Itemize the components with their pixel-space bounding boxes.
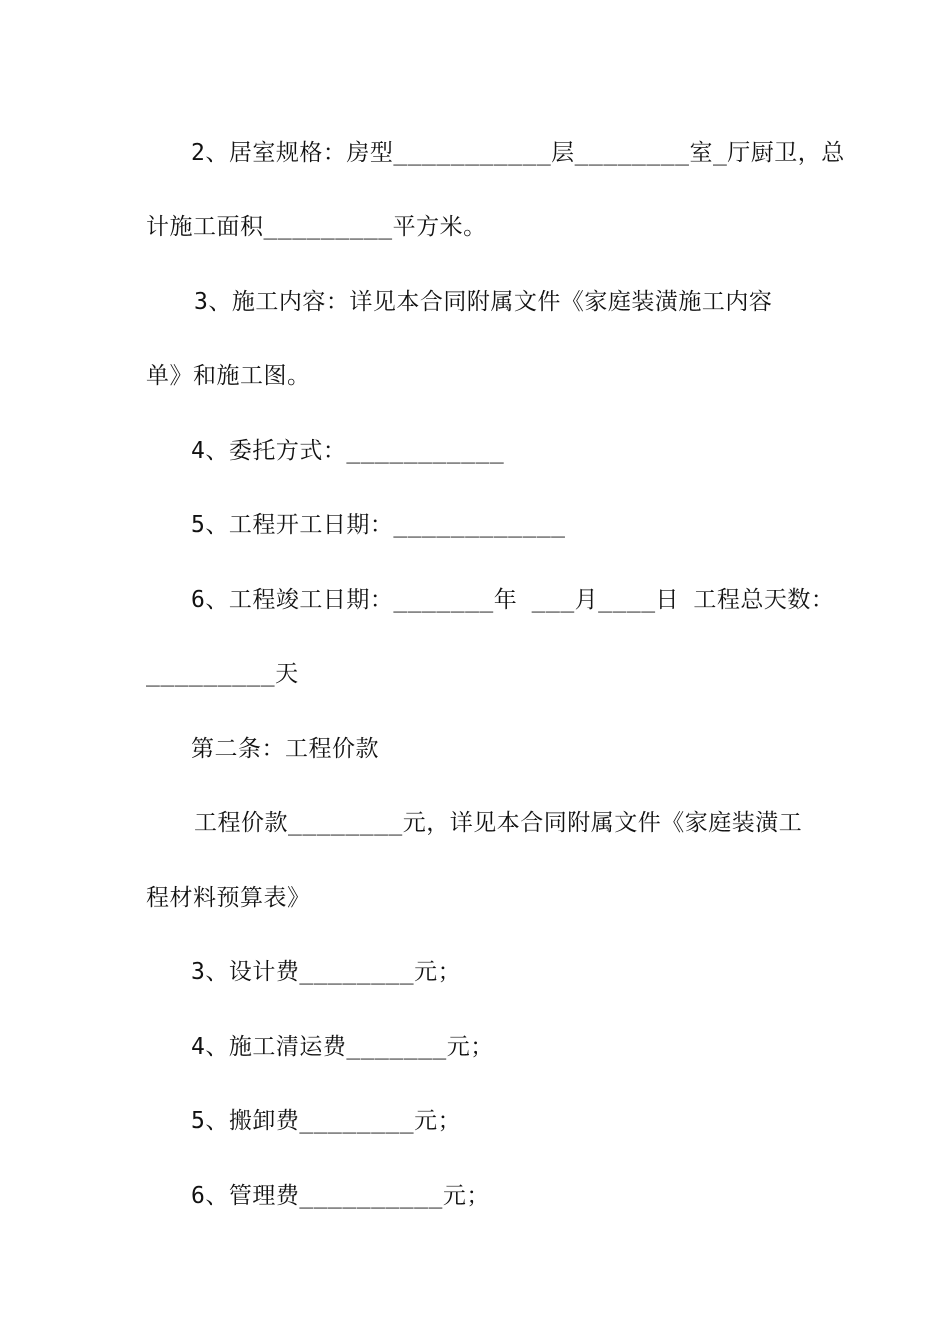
project-price-continued-line: 程材料预算表》 [146, 885, 311, 911]
moving-fee-line: 5、搬卸费________元； [191, 1108, 462, 1134]
completion-date-line: 6、工程竣工日期：_______年 ___月____日 工程总天数： [191, 587, 835, 613]
construction-area-line: 计施工面积_________平方米。 [146, 214, 487, 240]
construction-content-line: 3、施工内容：详见本合同附属文件《家庭装潢施工内容 [194, 289, 773, 315]
construction-content-continued-line: 单》和施工图。 [146, 363, 311, 389]
commission-method-line: 4、委托方式：___________ [191, 438, 505, 464]
section-heading-project-price: 第二条：工程价款 [191, 736, 379, 762]
room-spec-line: 2、居室规格：房型___________层________室_厅厨卫，总 [191, 140, 845, 166]
management-fee-line: 6、管理费__________元； [191, 1183, 490, 1209]
design-fee-line: 3、设计费________元； [191, 959, 462, 985]
cleanup-fee-line: 4、施工清运费_______元； [191, 1034, 494, 1060]
start-date-line: 5、工程开工日期：____________ [191, 512, 566, 538]
project-price-line: 工程价款________元，详见本合同附属文件《家庭装潢工 [194, 810, 803, 836]
total-days-line: _________天 [146, 661, 299, 687]
